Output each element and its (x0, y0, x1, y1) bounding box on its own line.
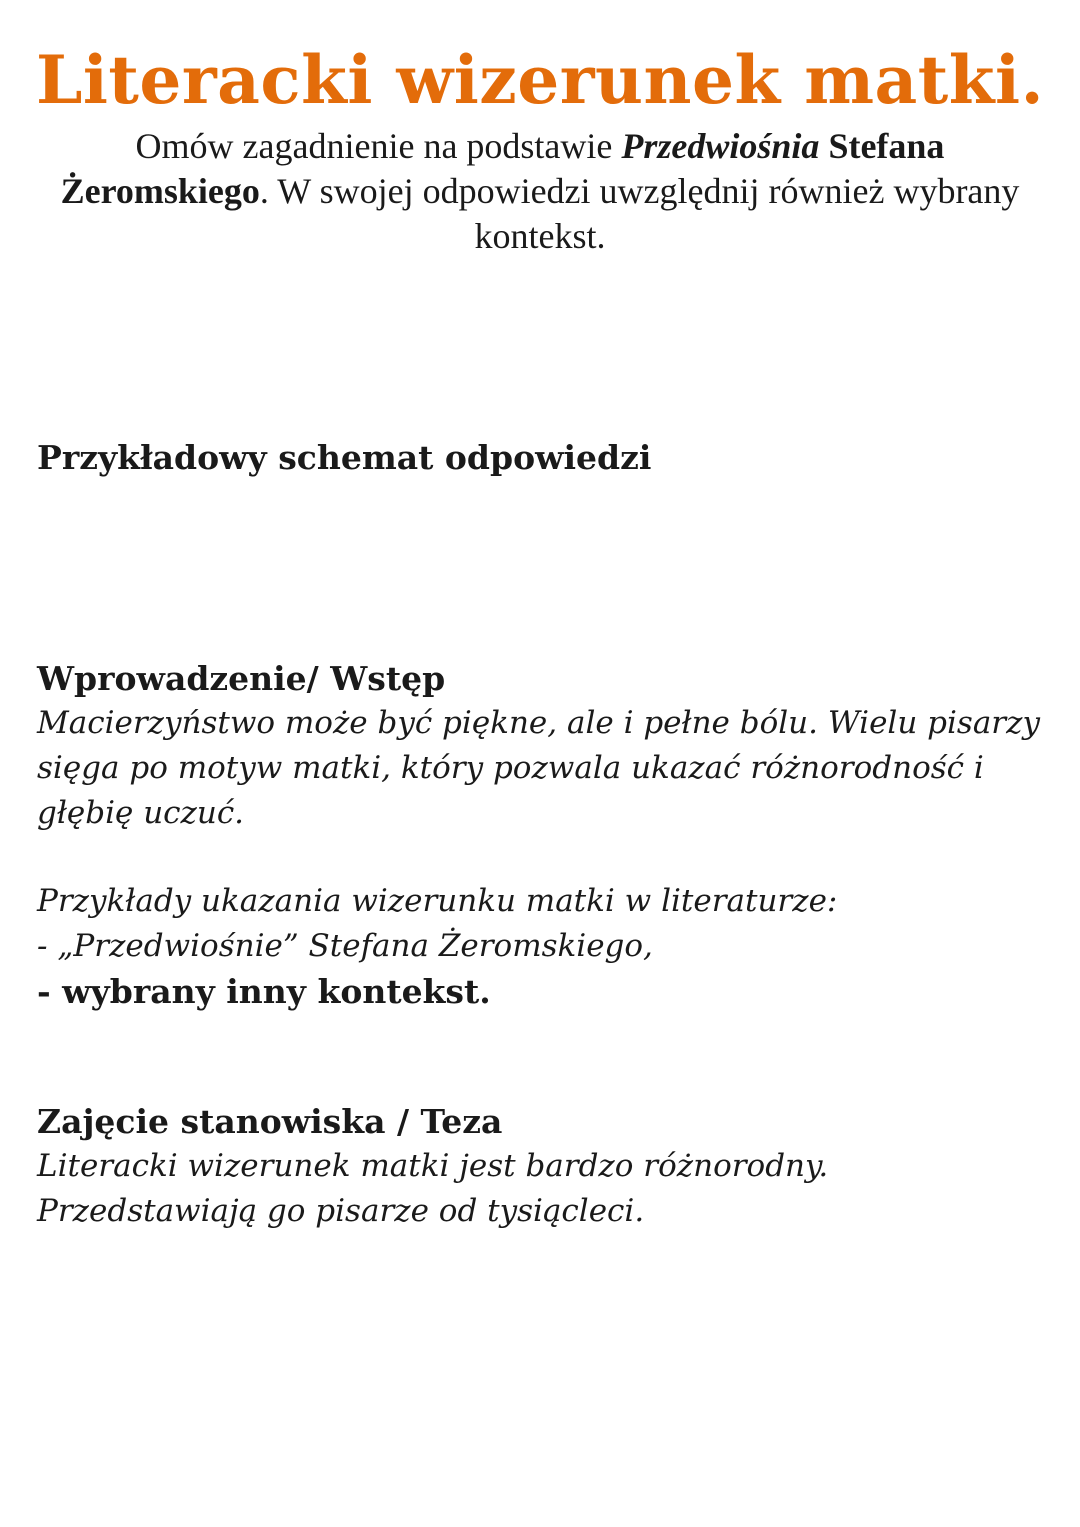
prompt-text-2: . W swojej odpowiedzi uwzględnij również wybrany kontekst. (259, 171, 1020, 256)
schema-heading: Przykładowy schemat odpowiedzi (37, 438, 652, 477)
examples-block (37, 879, 1047, 1014)
page-title: Literacki wizerunek matki. (35, 41, 1045, 119)
thesis-heading: Zajęcie stanowiska / Teza (37, 1102, 503, 1141)
prompt-text-1: Omów zagadnienie na podstawie (135, 126, 622, 166)
prompt-author-last: Żeromskiego (60, 171, 260, 211)
thesis-text: Literacki wizerunek matki jest bardzo różnorodny. Przedstawiają go pisarze od tysiącleci. (37, 1148, 829, 1229)
example-item-1: - „Przedwiośnie” Stefana Żeromskiego, (37, 928, 653, 964)
prompt-work-title: Przedwiośnia (621, 126, 820, 166)
examples-label: Przykłady ukazania wizerunku matki w literaturze: (37, 883, 838, 919)
intro-text: Macierzyństwo może być piękne, ale i pełne bólu. Wielu pisarzy sięga po motyw matki, który pozwala ukazać różnorodność i głębię uczuć. (37, 705, 1040, 831)
example-item-2: - wybrany inny kontekst. (37, 972, 491, 1011)
intro-heading: Wprowadzenie/ Wstęp (37, 659, 446, 698)
prompt-author-first: Stefana (819, 126, 945, 166)
task-prompt (60, 124, 1020, 259)
